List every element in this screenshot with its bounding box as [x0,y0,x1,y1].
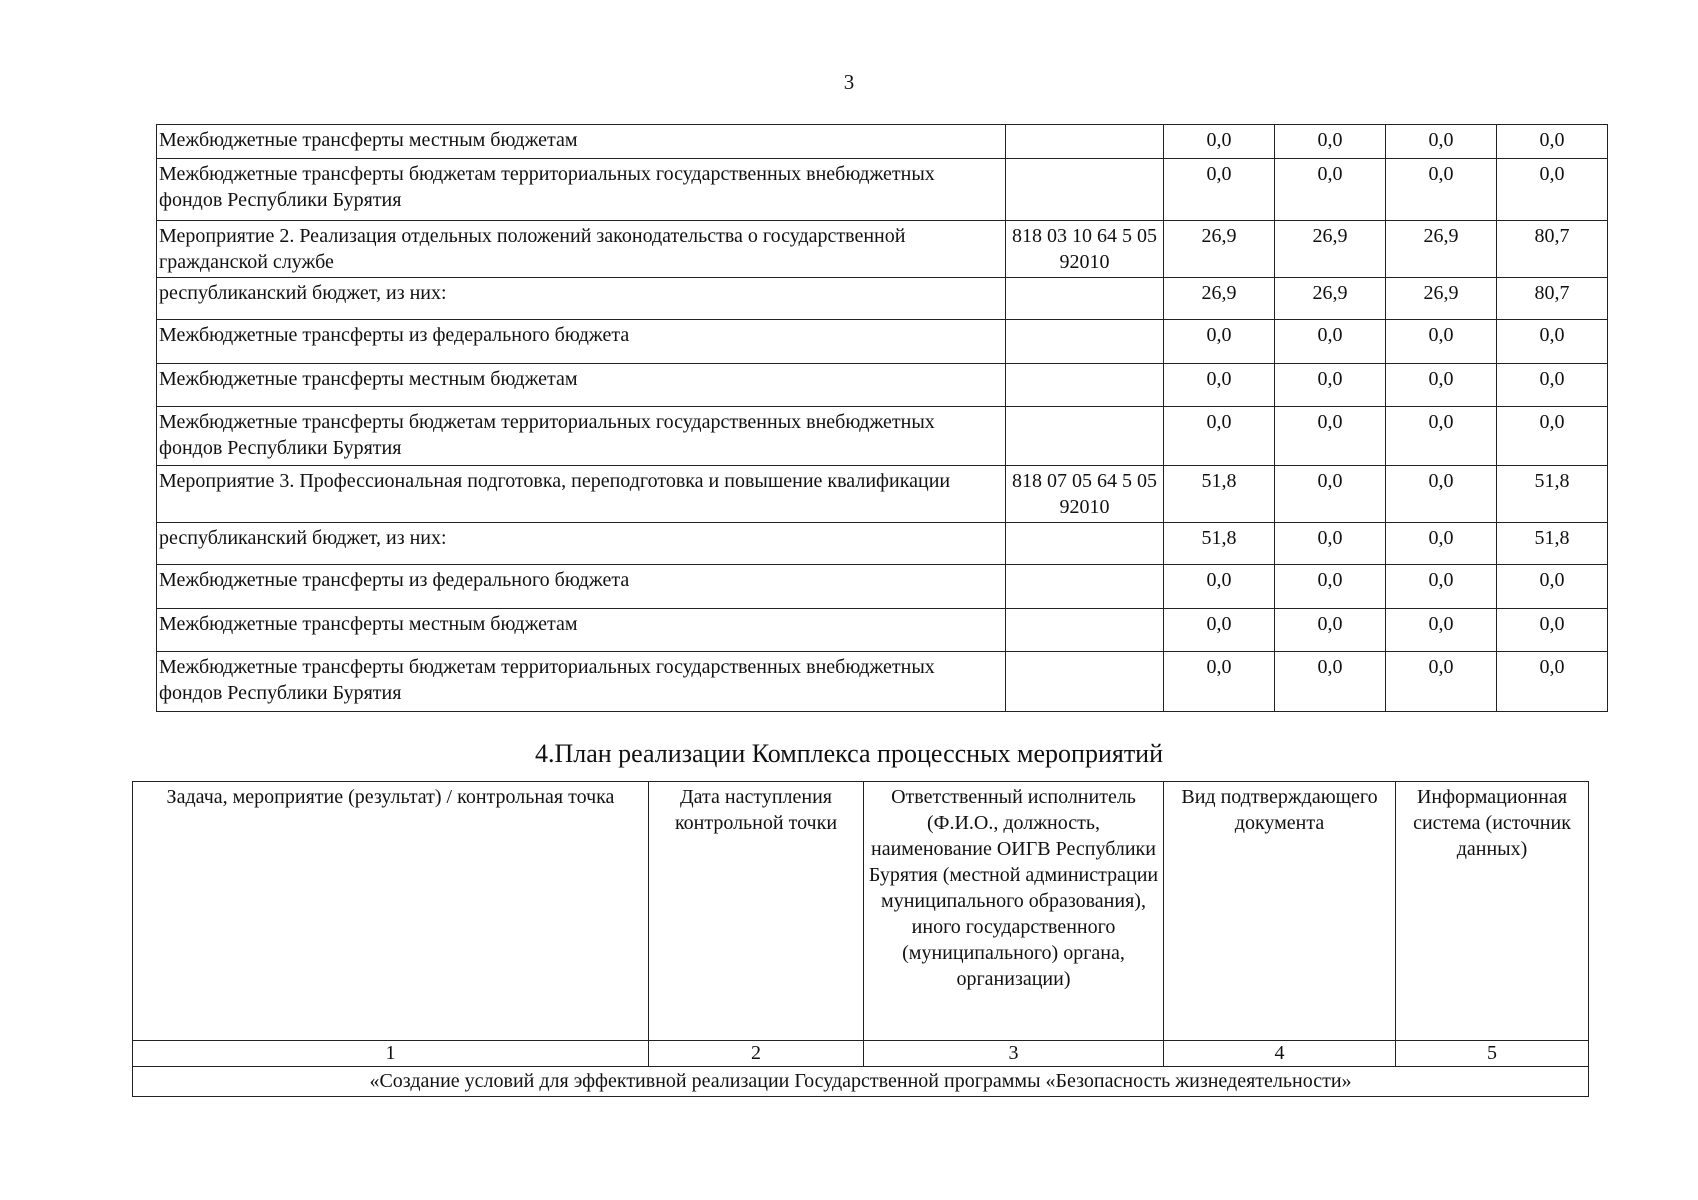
financing-item-name: республиканский бюджет, из них: [157,278,1006,320]
financing-value-total: 0,0 [1497,159,1608,221]
financing-table [156,124,1608,712]
financing-item-name: Мероприятие 3. Профессиональная подготовка, переподготовка и повышение квалификации [157,466,1006,523]
financing-value-total: 51,8 [1497,523,1608,565]
plan-header-info-system: Информационная система (источник данных) [1396,782,1589,1041]
financing-budget-code [1006,407,1164,466]
financing-value-year-1: 0,0 [1164,364,1275,407]
financing-budget-code [1006,278,1164,320]
financing-value-year-3: 26,9 [1386,221,1497,278]
financing-value-year-1: 0,0 [1164,125,1275,159]
financing-budget-code [1006,159,1164,221]
financing-value-total: 0,0 [1497,407,1608,466]
financing-value-year-3: 0,0 [1386,159,1497,221]
plan-column-numbers-row [133,1041,1589,1067]
financing-value-year-2: 0,0 [1275,125,1386,159]
plan-header-executor: Ответственный исполнитель (Ф.И.О., должность, наименование ОИГВ Республики Бурятия (местной администрации муниципального образования), иного государственного (муниципального) органа, организации) [864,782,1164,1041]
financing-row [157,609,1608,652]
financing-value-year-1: 0,0 [1164,652,1275,712]
financing-budget-code [1006,320,1164,364]
section-title: 4.План реализации Комплекса процессных мероприятий [534,739,1164,768]
plan-table [132,781,1589,1097]
financing-budget-code [1006,565,1164,609]
financing-row [157,221,1608,278]
financing-row [157,466,1608,523]
financing-value-total: 0,0 [1497,609,1608,652]
financing-budget-code [1006,523,1164,565]
financing-budget-code [1006,364,1164,407]
financing-value-year-2: 0,0 [1275,466,1386,523]
financing-item-name: республиканский бюджет, из них: [157,523,1006,565]
financing-value-year-1: 51,8 [1164,523,1275,565]
financing-value-year-1: 0,0 [1164,320,1275,364]
financing-value-year-2: 0,0 [1275,320,1386,364]
financing-value-total: 0,0 [1497,652,1608,712]
plan-column-number: 1 [133,1041,649,1067]
financing-value-year-3: 0,0 [1386,407,1497,466]
plan-column-number: 3 [864,1041,1164,1067]
plan-header-row [133,782,1589,1041]
financing-budget-code [1006,609,1164,652]
financing-row [157,278,1608,320]
financing-value-year-3: 0,0 [1386,523,1497,565]
financing-row [157,565,1608,609]
plan-header-document: Вид подтверждающего документа [1164,782,1396,1041]
financing-item-name: Межбюджетные трансферты местным бюджетам [157,609,1006,652]
financing-value-year-1: 26,9 [1164,221,1275,278]
financing-value-year-1: 0,0 [1164,565,1275,609]
financing-item-name: Межбюджетные трансферты бюджетам территориальных государственных внебюджетных фондов Республики Бурятия [157,407,1006,466]
financing-value-year-2: 0,0 [1275,565,1386,609]
plan-column-number: 5 [1396,1041,1589,1067]
financing-value-total: 0,0 [1497,320,1608,364]
financing-value-year-3: 26,9 [1386,278,1497,320]
financing-row [157,364,1608,407]
financing-item-name: Мероприятие 2. Реализация отдельных положений законодательства о государственной гражданской службе [157,221,1006,278]
financing-value-total: 80,7 [1497,221,1608,278]
financing-value-total: 80,7 [1497,278,1608,320]
financing-value-year-3: 0,0 [1386,125,1497,159]
financing-value-total: 51,8 [1497,466,1608,523]
financing-budget-code: 818 07 05 64 5 05 92010 [1006,466,1164,523]
financing-budget-code [1006,652,1164,712]
financing-value-year-2: 0,0 [1275,407,1386,466]
financing-value-total: 0,0 [1497,125,1608,159]
plan-column-number: 4 [1164,1041,1396,1067]
financing-value-year-3: 0,0 [1386,320,1497,364]
financing-value-year-3: 0,0 [1386,652,1497,712]
financing-value-year-2: 0,0 [1275,523,1386,565]
page-number: 3 [843,70,855,94]
financing-value-total: 0,0 [1497,565,1608,609]
financing-item-name: Межбюджетные трансферты бюджетам территориальных государственных внебюджетных фондов Республики Бурятия [157,652,1006,712]
financing-value-year-3: 0,0 [1386,364,1497,407]
financing-item-name: Межбюджетные трансферты местным бюджетам [157,364,1006,407]
financing-value-year-2: 0,0 [1275,609,1386,652]
plan-task-row [133,1067,1589,1097]
financing-value-year-2: 26,9 [1275,278,1386,320]
financing-item-name: Межбюджетные трансферты из федерального бюджета [157,565,1006,609]
financing-value-year-1: 26,9 [1164,278,1275,320]
financing-value-year-1: 0,0 [1164,609,1275,652]
financing-row [157,523,1608,565]
financing-value-year-2: 26,9 [1275,221,1386,278]
financing-item-name: Межбюджетные трансферты бюджетам территориальных государственных внебюджетных фондов Республики Бурятия [157,159,1006,221]
financing-item-name: Межбюджетные трансферты из федерального бюджета [157,320,1006,364]
financing-value-year-1: 51,8 [1164,466,1275,523]
financing-value-year-3: 0,0 [1386,565,1497,609]
financing-value-year-1: 0,0 [1164,407,1275,466]
financing-value-year-2: 0,0 [1275,364,1386,407]
financing-row [157,125,1608,159]
plan-header-date: Дата наступления контрольной точки [649,782,864,1041]
financing-value-year-2: 0,0 [1275,159,1386,221]
financing-value-year-2: 0,0 [1275,652,1386,712]
financing-row [157,159,1608,221]
financing-value-year-3: 0,0 [1386,466,1497,523]
financing-budget-code [1006,125,1164,159]
financing-row [157,407,1608,466]
plan-column-number: 2 [649,1041,864,1067]
financing-value-total: 0,0 [1497,364,1608,407]
financing-row [157,320,1608,364]
financing-item-name: Межбюджетные трансферты местным бюджетам [157,125,1006,159]
financing-row [157,652,1608,712]
plan-header-task: Задача, мероприятие (результат) / контрольная точка [133,782,649,1041]
plan-task-title: «Создание условий для эффективной реализации Государственной программы «Безопасность жизнедеятельности» [133,1067,1589,1097]
financing-table-body [157,125,1608,712]
financing-value-year-3: 0,0 [1386,609,1497,652]
financing-budget-code: 818 03 10 64 5 05 92010 [1006,221,1164,278]
financing-value-year-1: 0,0 [1164,159,1275,221]
